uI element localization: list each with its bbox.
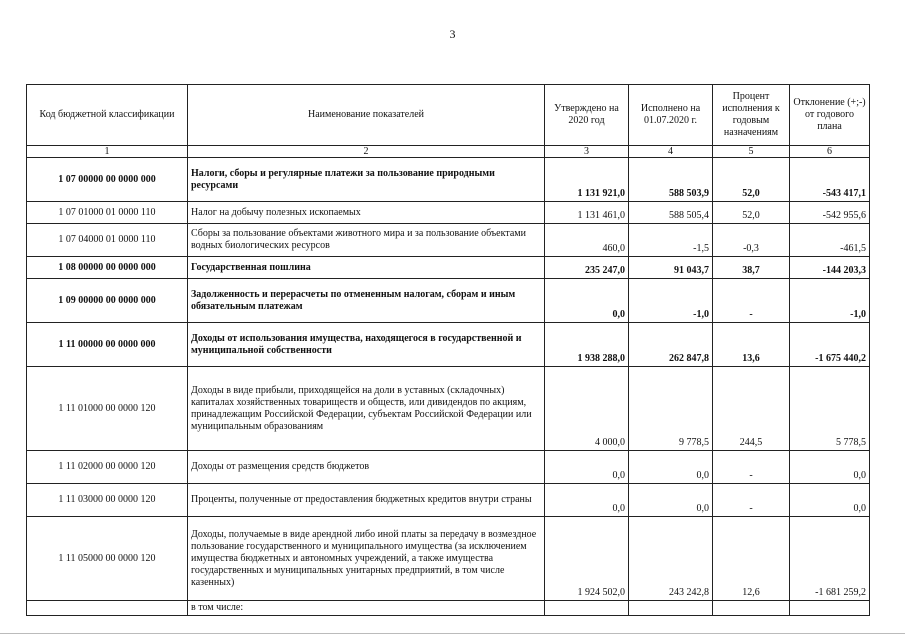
row-percent: - (713, 279, 790, 323)
table-row (27, 323, 870, 367)
row-percent: -0,3 (713, 224, 790, 257)
header-deviation: Отклонение (+;-) от годового плана (790, 85, 870, 146)
row-executed: 0,0 (629, 484, 713, 517)
column-number: 2 (188, 146, 545, 158)
header-approved: Утверждено на 2020 год (545, 85, 629, 146)
row-name: Проценты, полученные от предоставления бюджетных кредитов внутри страны (188, 484, 545, 517)
row-name: Доходы от использования имущества, находящегося в государственной и муниципальной собственности (188, 323, 545, 367)
row-code: 1 08 00000 00 0000 000 (27, 257, 188, 279)
row-executed: 588 503,9 (629, 158, 713, 202)
row-code (27, 601, 188, 616)
row-deviation: -1 675 440,2 (790, 323, 870, 367)
row-percent: - (713, 451, 790, 484)
row-deviation: -461,5 (790, 224, 870, 257)
row-deviation: -144 203,3 (790, 257, 870, 279)
scan-edge-line (0, 633, 905, 634)
table-row (27, 279, 870, 323)
header-code: Код бюджетной классификации (27, 85, 188, 146)
row-executed: -1,0 (629, 279, 713, 323)
row-executed: -1,5 (629, 224, 713, 257)
table-row (27, 367, 870, 451)
row-name: Доходы, получаемые в виде арендной либо иной платы за передачу в возмездное пользование государственного и муниципального имущества (за исключением имущества бюджетных и автономных учреждений, а также имущества государственных и муниципальных унитарных предприятий, в том числе казенных) (188, 517, 545, 601)
row-approved: 0,0 (545, 484, 629, 517)
row-deviation: -543 417,1 (790, 158, 870, 202)
column-number: 6 (790, 146, 870, 158)
row-code: 1 11 03000 00 0000 120 (27, 484, 188, 517)
row-approved: 235 247,0 (545, 257, 629, 279)
row-percent (713, 601, 790, 616)
row-percent: - (713, 484, 790, 517)
table-row (27, 202, 870, 224)
row-deviation (790, 601, 870, 616)
row-percent: 12,6 (713, 517, 790, 601)
row-executed (629, 601, 713, 616)
row-approved: 0,0 (545, 279, 629, 323)
table-row (27, 451, 870, 484)
row-percent: 244,5 (713, 367, 790, 451)
row-executed: 262 847,8 (629, 323, 713, 367)
table-row (27, 601, 870, 616)
row-percent: 52,0 (713, 158, 790, 202)
header-executed: Исполнено на 01.07.2020 г. (629, 85, 713, 146)
header-percent: Процент исполнения к годовым назначениям (713, 85, 790, 146)
row-deviation: -1,0 (790, 279, 870, 323)
budget-report-table (26, 84, 870, 616)
row-code: 1 11 01000 00 0000 120 (27, 367, 188, 451)
row-approved: 1 131 921,0 (545, 158, 629, 202)
row-deviation: -1 681 259,2 (790, 517, 870, 601)
row-executed: 9 778,5 (629, 367, 713, 451)
report-body (27, 158, 870, 616)
row-code: 1 07 04000 01 0000 110 (27, 224, 188, 257)
table-row (27, 257, 870, 279)
row-executed: 243 242,8 (629, 517, 713, 601)
column-number: 3 (545, 146, 629, 158)
table-row (27, 158, 870, 202)
row-executed: 588 505,4 (629, 202, 713, 224)
row-name: Доходы в виде прибыли, приходящейся на доли в уставных (складочных) капиталах хозяйственных товариществ и обществ, или дивидендов по акциям, принадлежащим Российской Федерации, субъектам Российской Федерации или муниципальным образованиям (188, 367, 545, 451)
row-name: Задолженность и перерасчеты по отмененным налогам, сборам и иным обязательным платежам (188, 279, 545, 323)
page-number: 3 (449, 27, 456, 41)
row-name: в том числе: (188, 601, 545, 616)
header-name: Наименование показателей (188, 85, 545, 146)
row-executed: 0,0 (629, 451, 713, 484)
row-code: 1 07 00000 00 0000 000 (27, 158, 188, 202)
row-code: 1 09 00000 00 0000 000 (27, 279, 188, 323)
header-row (27, 85, 870, 146)
row-approved: 1 938 288,0 (545, 323, 629, 367)
row-percent: 38,7 (713, 257, 790, 279)
row-deviation: 0,0 (790, 451, 870, 484)
row-deviation: 5 778,5 (790, 367, 870, 451)
row-name: Налог на добычу полезных ископаемых (188, 202, 545, 224)
column-number: 5 (713, 146, 790, 158)
table-row (27, 484, 870, 517)
column-number-row (27, 146, 870, 158)
row-approved (545, 601, 629, 616)
row-code: 1 11 02000 00 0000 120 (27, 451, 188, 484)
column-number: 1 (27, 146, 188, 158)
row-name: Налоги, сборы и регулярные платежи за пользование природными ресурсами (188, 158, 545, 202)
row-percent: 13,6 (713, 323, 790, 367)
row-deviation: -542 955,6 (790, 202, 870, 224)
row-code: 1 11 05000 00 0000 120 (27, 517, 188, 601)
row-approved: 4 000,0 (545, 367, 629, 451)
row-executed: 91 043,7 (629, 257, 713, 279)
row-name: Доходы от размещения средств бюджетов (188, 451, 545, 484)
table-row (27, 517, 870, 601)
row-approved: 0,0 (545, 451, 629, 484)
row-name: Государственная пошлина (188, 257, 545, 279)
row-approved: 1 131 461,0 (545, 202, 629, 224)
column-number: 4 (629, 146, 713, 158)
row-approved: 460,0 (545, 224, 629, 257)
row-deviation: 0,0 (790, 484, 870, 517)
row-approved: 1 924 502,0 (545, 517, 629, 601)
row-code: 1 11 00000 00 0000 000 (27, 323, 188, 367)
row-code: 1 07 01000 01 0000 110 (27, 202, 188, 224)
table-row (27, 224, 870, 257)
row-name: Сборы за пользование объектами животного мира и за пользование объектами водных биологических ресурсов (188, 224, 545, 257)
row-percent: 52,0 (713, 202, 790, 224)
